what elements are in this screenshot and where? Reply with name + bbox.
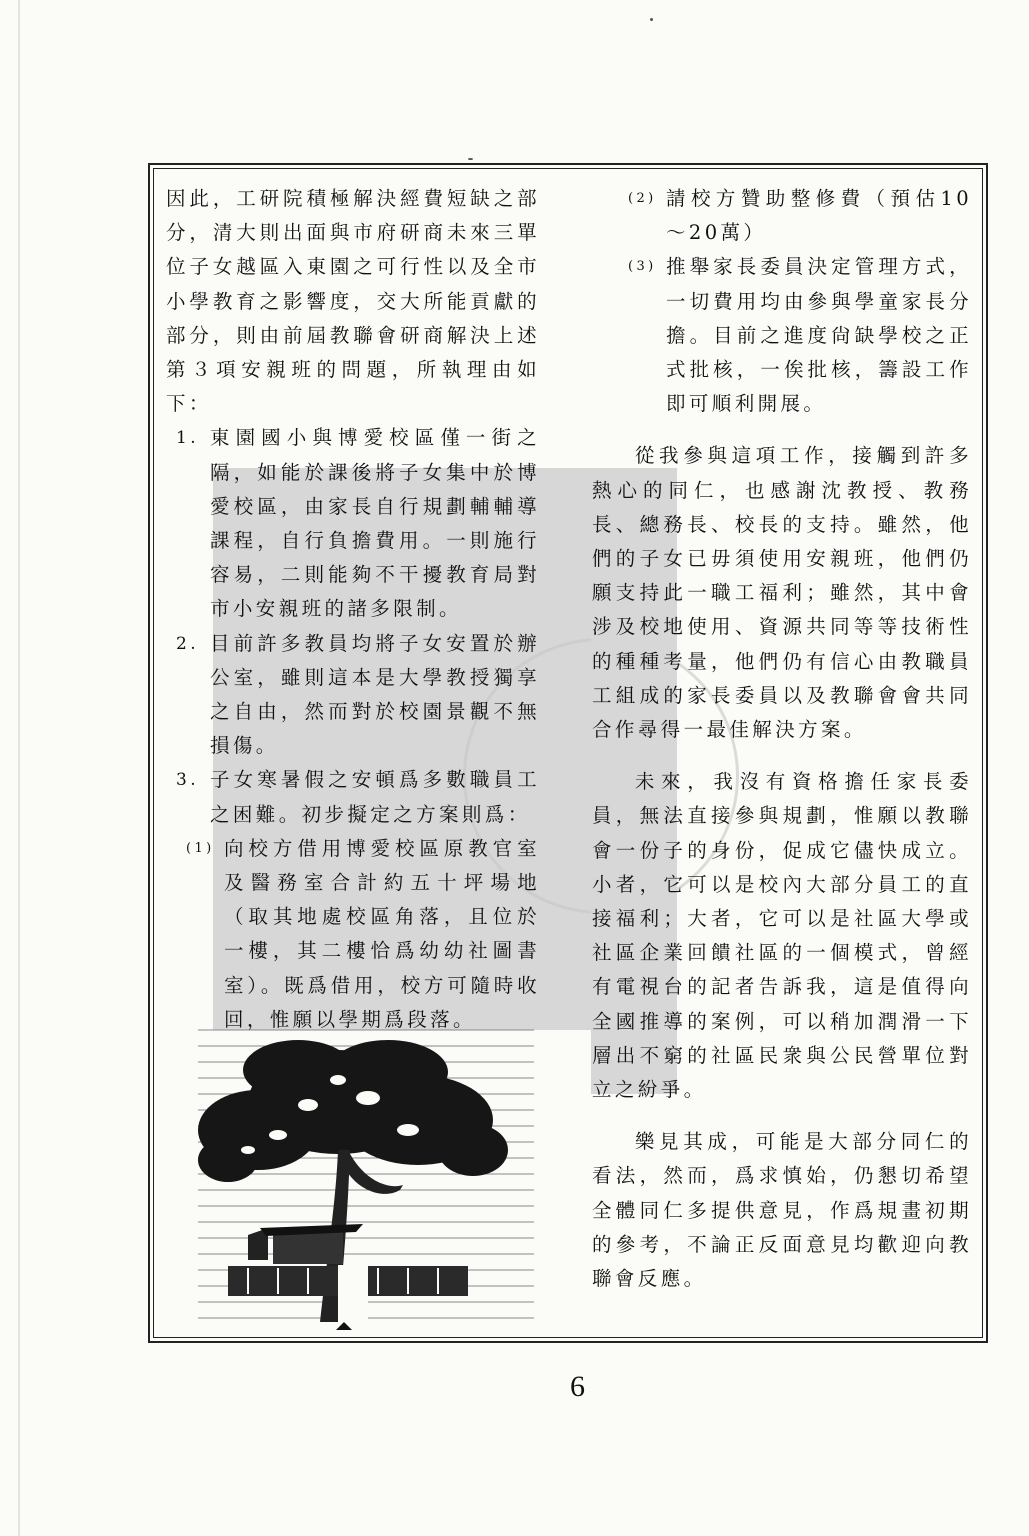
sub-item-text: 向校方借用博愛校區原教官室及醫務室合計約五十坪場地（取其地處校區角落，且位於一樓，其二樓恰爲幼幼社圖書室）。既爲借用，校方可隨時收回，惟願以學期爲段落。: [224, 836, 540, 1031]
list-item-number: 2.: [176, 633, 200, 654]
scan-speck: [650, 18, 653, 21]
tree-illustration: [188, 1010, 534, 1338]
body-paragraph: 樂見其成，可能是大部分同仁的看法，然而，爲求慎始，仍懇切希望全體同仁多提供意見，作爲規畫初期的參考，不論正反面意見均歡迎向教聯會反應。: [592, 1130, 972, 1291]
page-number: 6: [570, 1370, 585, 1403]
list-item-number: 3.: [176, 770, 200, 791]
list-item: [176, 763, 540, 831]
sub-item-number: (1): [186, 840, 215, 856]
sub-item-text: 請校方贊助整修費（預估10～20萬）: [666, 187, 972, 245]
list-item: [176, 627, 540, 764]
list-item-number: 1.: [176, 428, 200, 449]
body-paragraph: 未來，我沒有資格擔任家長委員，無法直接參與規劃，惟願以教聯會一份子的身份，促成它儘快成立。小者，它可以是校內大部分員工的直接福利；大者，它可以是社區大學或社區企業回饋社區的一個模式，曾經有電視台的記者告訴我，這是值得向全國推導的案例，可以稍加潤滑一下層出不窮的社區民衆與公民營單位對立之紛爭。: [592, 770, 972, 1102]
list-item: [176, 421, 540, 626]
sub-item: [628, 250, 972, 421]
left-column: [166, 182, 540, 1037]
sub-item: [628, 182, 972, 250]
page-edge: [18, 0, 20, 1536]
right-column: [592, 182, 972, 1296]
list-item-text: 目前許多教員均將子女安置於辦公室，雖則這本是大學教授獨享之自由，然而對於校園景觀不無損傷。: [210, 631, 540, 758]
list-item-text: 子女寒暑假之安頓爲多數職員工之困難。初步擬定之方案則爲：: [210, 768, 540, 826]
intro-paragraph: 因此，工研院積極解決經費短缺之部分，清大則出面與市府研商未來三單位子女越區入東園之可行性以及全市小學教育之影響度，交大所能貢獻的部分，則由前屆教聯會研商解決上述第３項安親班的問題，所執理由如下：: [166, 187, 540, 416]
sub-item: [186, 832, 540, 1037]
sub-item-number: (2): [628, 191, 657, 206]
list-item-text: 東園國小與博愛校區僅一街之隔，如能於課後將子女集中於博愛校區，由家長自行規劃輔輔導課程，自行負擔費用。一則施行容易，二則能夠不干擾教育局對市小安親班的諸多限制。: [210, 426, 540, 621]
sub-item-text: 推舉家長委員決定管理方式，一切費用均由參與學童家長分擔。目前之進度尙缺學校之正式批核，一俟批核，籌設工作即可順利開展。: [666, 255, 972, 416]
sub-item-number: (3): [628, 259, 657, 275]
scan-speck: [468, 158, 473, 160]
body-paragraph: 從我參與這項工作，接觸到許多熱心的同仁，也感謝沈教授、教務長、總務長、校長的支持。雖然，他們的子女已毋須使用安親班，他們仍願支持此一職工福利；雖然，其中會涉及校地使用、資源共同等等技術性的種種考量，他們仍有信心由教職員工組成的家長委員以及教聯會會共同合作尋得一最佳解決方案。: [592, 444, 972, 742]
